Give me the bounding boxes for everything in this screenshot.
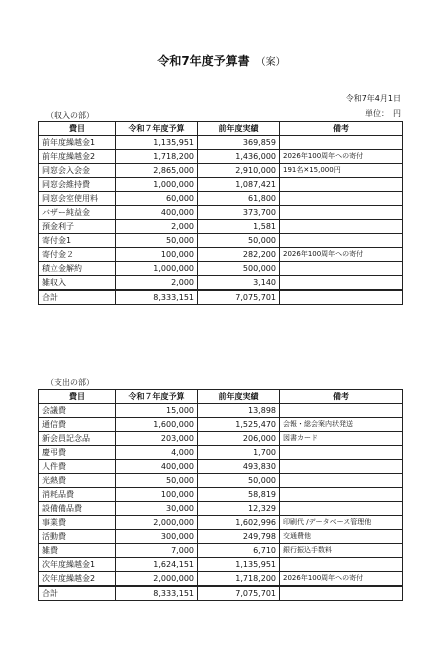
cell-item: 人件費 bbox=[39, 460, 116, 474]
page-title bbox=[0, 52, 443, 69]
table-row bbox=[39, 234, 403, 248]
expense-section-label: （支出の部） bbox=[46, 378, 94, 387]
cell-prev-actual: 50,000 bbox=[198, 234, 280, 248]
cell-prev-actual: 7,075,701 bbox=[198, 290, 280, 305]
cell-item: 前年度繰越金2 bbox=[39, 150, 116, 164]
table-row bbox=[39, 220, 403, 234]
cell-prev-actual: 6,710 bbox=[198, 544, 280, 558]
cell-item: 同窓会入会金 bbox=[39, 164, 116, 178]
cell-item: 合計 bbox=[39, 290, 116, 305]
table-row bbox=[39, 192, 403, 206]
cell-note: 2026年100周年への寄付 bbox=[280, 248, 403, 262]
table-row bbox=[39, 516, 403, 530]
table-row bbox=[39, 544, 403, 558]
cell-prev-actual: 12,329 bbox=[198, 502, 280, 516]
cell-item: 新会員記念品 bbox=[39, 432, 116, 446]
column-header-item: 費目 bbox=[39, 390, 116, 404]
cell-item: 事業費 bbox=[39, 516, 116, 530]
cell-prev-actual: 1,581 bbox=[198, 220, 280, 234]
column-header-note: 備考 bbox=[280, 390, 403, 404]
income-table bbox=[38, 121, 403, 305]
cell-item: 会議費 bbox=[39, 404, 116, 418]
cell-budget: 8,333,151 bbox=[116, 290, 198, 305]
cell-prev-actual: 58,819 bbox=[198, 488, 280, 502]
cell-note: 191名✕15,000円 bbox=[280, 164, 403, 178]
cell-budget: 2,000 bbox=[116, 220, 198, 234]
cell-budget: 15,000 bbox=[116, 404, 198, 418]
cell-note: 交通費他 bbox=[280, 530, 403, 544]
cell-note bbox=[280, 502, 403, 516]
table-row bbox=[39, 164, 403, 178]
cell-budget: 30,000 bbox=[116, 502, 198, 516]
cell-note bbox=[280, 234, 403, 248]
cell-prev-actual: 1,700 bbox=[198, 446, 280, 460]
expense-table bbox=[38, 389, 403, 601]
cell-item: 光熱費 bbox=[39, 474, 116, 488]
title-main: 令和7年度予算書 bbox=[157, 54, 250, 68]
cell-note: 2026年100周年への寄付 bbox=[280, 150, 403, 164]
cell-budget: 4,000 bbox=[116, 446, 198, 460]
cell-prev-actual: 61,800 bbox=[198, 192, 280, 206]
cell-budget: 2,000 bbox=[116, 276, 198, 291]
column-header-prev-actual: 前年度実績 bbox=[198, 122, 280, 136]
cell-item: 同窓会維持費 bbox=[39, 178, 116, 192]
cell-prev-actual: 500,000 bbox=[198, 262, 280, 276]
cell-note bbox=[280, 136, 403, 150]
cell-budget: 1,000,000 bbox=[116, 178, 198, 192]
cell-prev-actual: 2,910,000 bbox=[198, 164, 280, 178]
table-row bbox=[39, 502, 403, 516]
table-row bbox=[39, 248, 403, 262]
cell-item: バザー純益金 bbox=[39, 206, 116, 220]
cell-prev-actual: 1,602,996 bbox=[198, 516, 280, 530]
table-row bbox=[39, 474, 403, 488]
cell-prev-actual: 1,087,421 bbox=[198, 178, 280, 192]
table-row bbox=[39, 530, 403, 544]
cell-budget: 100,000 bbox=[116, 248, 198, 262]
cell-prev-actual: 7,075,701 bbox=[198, 586, 280, 601]
cell-item: 次年度繰越金1 bbox=[39, 558, 116, 572]
cell-budget: 2,000,000 bbox=[116, 516, 198, 530]
cell-prev-actual: 206,000 bbox=[198, 432, 280, 446]
cell-budget: 2,865,000 bbox=[116, 164, 198, 178]
cell-item: 前年度繰越金1 bbox=[39, 136, 116, 150]
column-header-prev-actual: 前年度実績 bbox=[198, 390, 280, 404]
cell-item: 雑費 bbox=[39, 544, 116, 558]
table-row bbox=[39, 558, 403, 572]
table-row bbox=[39, 262, 403, 276]
cell-prev-actual: 1,525,470 bbox=[198, 418, 280, 432]
column-header-item: 費目 bbox=[39, 122, 116, 136]
unit-label: 単位： 円 bbox=[365, 109, 401, 118]
cell-note bbox=[280, 446, 403, 460]
cell-prev-actual: 1,718,200 bbox=[198, 572, 280, 587]
cell-prev-actual: 50,000 bbox=[198, 474, 280, 488]
column-header-budget: 令和７年度予算 bbox=[116, 390, 198, 404]
cell-item: 寄付金1 bbox=[39, 234, 116, 248]
cell-item: 次年度繰越金2 bbox=[39, 572, 116, 587]
cell-prev-actual: 369,859 bbox=[198, 136, 280, 150]
total-row bbox=[39, 290, 403, 305]
cell-item: 積立金解約 bbox=[39, 262, 116, 276]
cell-item: 合計 bbox=[39, 586, 116, 601]
cell-budget: 8,333,151 bbox=[116, 586, 198, 601]
cell-item: 通信費 bbox=[39, 418, 116, 432]
cell-budget: 50,000 bbox=[116, 234, 198, 248]
cell-item: 同窓会室使用料 bbox=[39, 192, 116, 206]
cell-note: 銀行振込手数料 bbox=[280, 544, 403, 558]
cell-budget: 300,000 bbox=[116, 530, 198, 544]
cell-item: 慶弔費 bbox=[39, 446, 116, 460]
cell-budget: 400,000 bbox=[116, 460, 198, 474]
table-row bbox=[39, 460, 403, 474]
column-header-budget: 令和７年度予算 bbox=[116, 122, 198, 136]
cell-prev-actual: 13,898 bbox=[198, 404, 280, 418]
cell-prev-actual: 249,798 bbox=[198, 530, 280, 544]
cell-note bbox=[280, 206, 403, 220]
cell-prev-actual: 282,200 bbox=[198, 248, 280, 262]
title-draft-mark: （案） bbox=[255, 57, 286, 68]
table-row bbox=[39, 446, 403, 460]
table-row bbox=[39, 206, 403, 220]
cell-note bbox=[280, 488, 403, 502]
cell-note bbox=[280, 404, 403, 418]
cell-budget: 1,624,151 bbox=[116, 558, 198, 572]
cell-note bbox=[280, 192, 403, 206]
cell-budget: 50,000 bbox=[116, 474, 198, 488]
cell-note bbox=[280, 460, 403, 474]
cell-budget: 1,600,000 bbox=[116, 418, 198, 432]
income-section-label: （収入の部） bbox=[46, 111, 94, 120]
cell-budget: 203,000 bbox=[116, 432, 198, 446]
cell-note bbox=[280, 558, 403, 572]
cell-prev-actual: 1,135,951 bbox=[198, 558, 280, 572]
cell-note: 印刷代 /データベース管理他 bbox=[280, 516, 403, 530]
cell-budget: 100,000 bbox=[116, 488, 198, 502]
cell-item: 活動費 bbox=[39, 530, 116, 544]
cell-item: 消耗品費 bbox=[39, 488, 116, 502]
cell-item: 寄付金２ bbox=[39, 248, 116, 262]
document-date: 令和7年4月1日 bbox=[345, 94, 401, 103]
cell-note: 会報・総会案内状発送 bbox=[280, 418, 403, 432]
table-row bbox=[39, 178, 403, 192]
cell-budget: 1,000,000 bbox=[116, 262, 198, 276]
cell-note bbox=[280, 262, 403, 276]
table-row bbox=[39, 418, 403, 432]
cell-note bbox=[280, 586, 403, 601]
cell-prev-actual: 373,700 bbox=[198, 206, 280, 220]
cell-note bbox=[280, 276, 403, 291]
cell-note bbox=[280, 290, 403, 305]
cell-note: 2026年100周年への寄付 bbox=[280, 572, 403, 587]
table-row bbox=[39, 432, 403, 446]
cell-budget: 1,718,200 bbox=[116, 150, 198, 164]
table-row bbox=[39, 276, 403, 291]
cell-note bbox=[280, 474, 403, 488]
table-row bbox=[39, 136, 403, 150]
cell-prev-actual: 3,140 bbox=[198, 276, 280, 291]
cell-note bbox=[280, 220, 403, 234]
cell-prev-actual: 493,830 bbox=[198, 460, 280, 474]
expense-header-row bbox=[39, 390, 403, 404]
table-row bbox=[39, 150, 403, 164]
cell-budget: 1,135,951 bbox=[116, 136, 198, 150]
cell-note bbox=[280, 178, 403, 192]
table-row bbox=[39, 404, 403, 418]
total-row bbox=[39, 586, 403, 601]
cell-item: 設備備品費 bbox=[39, 502, 116, 516]
cell-budget: 400,000 bbox=[116, 206, 198, 220]
cell-note: 図書カード bbox=[280, 432, 403, 446]
cell-budget: 7,000 bbox=[116, 544, 198, 558]
cell-prev-actual: 1,436,000 bbox=[198, 150, 280, 164]
cell-budget: 60,000 bbox=[116, 192, 198, 206]
table-row bbox=[39, 572, 403, 587]
column-header-note: 備考 bbox=[280, 122, 403, 136]
cell-budget: 2,000,000 bbox=[116, 572, 198, 587]
income-header-row bbox=[39, 122, 403, 136]
table-row bbox=[39, 488, 403, 502]
cell-item: 雑収入 bbox=[39, 276, 116, 291]
cell-item: 預金利子 bbox=[39, 220, 116, 234]
